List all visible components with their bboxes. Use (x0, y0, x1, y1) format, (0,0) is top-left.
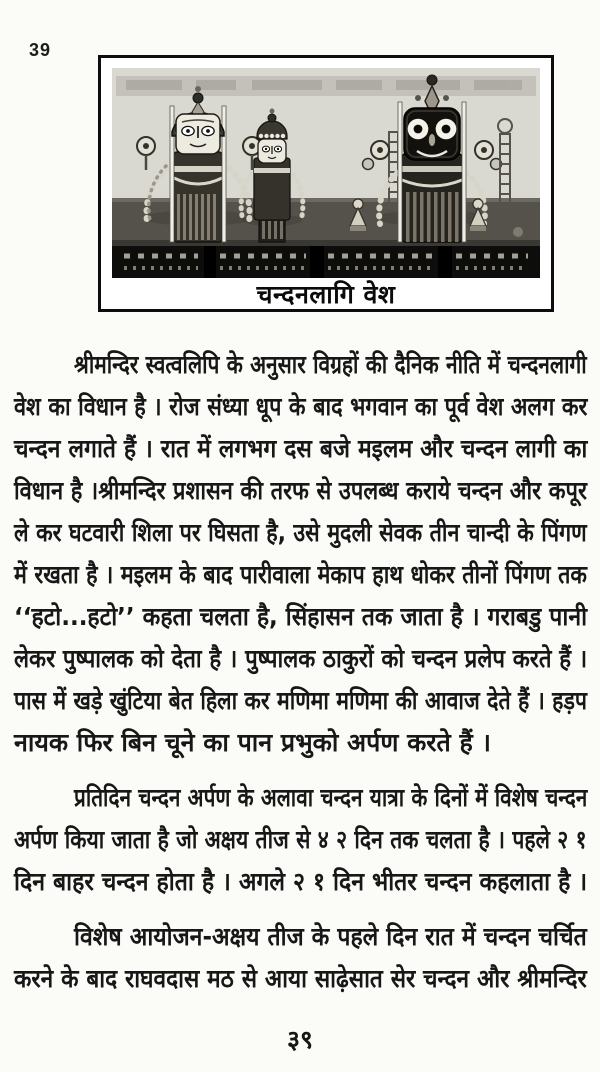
text-line: विधान है ।श्रीमन्दिर प्रशासन की तरफ से उपलब्ध कराये चन्दन और कपूर (14, 476, 587, 505)
deity-illustration (112, 68, 540, 278)
text-line: विशेष आयोजन-अक्षय तीज के पहले दिन रात में चन्दन चर्चित (74, 922, 587, 951)
deity-photo-figure (98, 55, 554, 312)
text-line: नायक फिर बिन चूने का पान प्रभुको अर्पण करते हैं । (14, 728, 491, 757)
text-line: करने के बाद राघवदास मठ से आया साढ़ेसात सेर चन्दन और श्रीमन्दिर (14, 964, 587, 993)
text-line: चन्दन लगाते हैं । रात में लगभग दस बजे मइलम और चन्दन लागी का (14, 434, 588, 463)
deity-photo (112, 68, 540, 278)
page-number-bottom: ३९ (286, 1025, 313, 1054)
text-line: अर्पण किया जाता है जो अक्षय तीज से ४ २ दिन तक चलता है । पहले २ १ (14, 825, 587, 854)
body-text (14, 344, 587, 1013)
text-line: प्रतिदिन चन्दन अर्पण के अलावा चन्दन यात्रा के दिनों में विशेष चन्दन (74, 783, 588, 812)
paragraph (14, 916, 587, 1000)
text-line: वेश का विधान है । रोज संध्या धूप के बाद भगवान का पूर्व वेश अलग कर (14, 392, 588, 421)
text-line: ले कर घटवारी शिला पर घिसता है, उसे मुदली सेवक तीन चान्दी के पिंगण (14, 518, 587, 547)
text-line: श्रीमन्दिर स्वत्वलिपि के अनुसार विग्रहों की दैनिक नीति में चन्दनलागी (74, 350, 587, 379)
text-line: पास में खड़े खुंटिया बेत हिला कर मणिमा मणिमा की आवाज देते हैं । हड़प (14, 686, 587, 715)
page-number-top: 39 (29, 40, 52, 60)
text-line: लेकर पुष्पालक को देता है । पुष्पालक ठाकुरों को चन्दन प्रलेप करते हैं । (14, 644, 588, 673)
carved-base-band (112, 246, 540, 278)
paragraph (14, 777, 587, 903)
wall-band (116, 76, 536, 96)
text-line: ‘‘हटो...हटो’’ कहता चलता है, सिंहासन तक जाता है । गराबडु पानी (14, 602, 588, 631)
figure-caption: चन्दनलागि वेश (256, 279, 396, 309)
text-line: दिन बाहर चन्दन होता है । अगले २ १ दिन भीतर चन्दन कहलाता है । (14, 867, 588, 896)
text-line: में रखता है । मइलम के बाद पारीवाला मेकाप हाथ धोकर तीनों पिंगण तक (14, 560, 587, 589)
paragraph (14, 344, 587, 764)
